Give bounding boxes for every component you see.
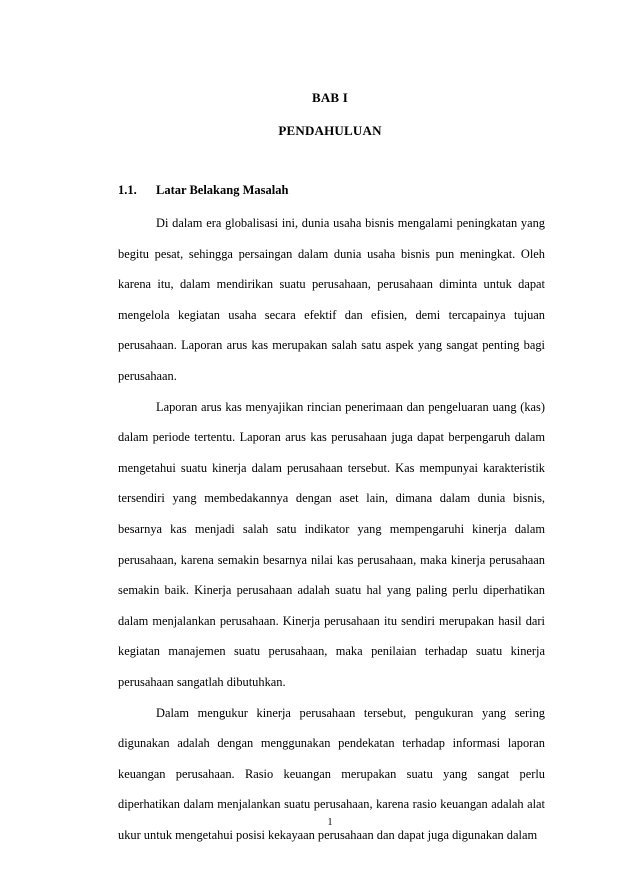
paragraph-1: Di dalam era globalisasi ini, dunia usaha bisnis mengalami peningkatan yang begitu pesat, sehingga persaingan dalam dunia usaha bisnis pun meningkat. Oleh karena itu, dalam mendirikan suatu perusahaan, perusahaan diminta untuk dapat mengelola kegiatan usaha secara efektif dan efisien, demi tercapainya tujuan perusahaan. Laporan arus kas merupakan salah satu aspek yang sangat penting bagi perusahaan. xyxy=(118,216,545,383)
chapter-title: PENDAHULUAN xyxy=(278,123,382,138)
chapter-number: BAB I xyxy=(311,90,349,105)
page-number: 1 xyxy=(327,817,333,828)
section-heading xyxy=(118,183,288,198)
section-number: 1.1. xyxy=(118,183,137,197)
paragraph-2: Laporan arus kas menyajikan rincian penerimaan dan pengeluaran uang (kas) dalam periode tertentu. Laporan arus kas perusahaan juga dapat berpengaruh dalam mengetahui suatu kinerja dalam perusahaan tersebut. Kas mempunyai karakteristik tersendiri yang membedakannya dengan aset lain, dimana dalam dunia bisnis, besarnya kas menjadi salah satu indikator yang mempengaruhi kinerja dalam perusahaan, karena semakin besarnya nilai kas perusahaan, maka kinerja perusahaan semakin baik. Kinerja perusahaan adalah suatu hal yang paling perlu diperhatikan dalam menjalankan perusahaan. Kinerja perusahaan itu sendiri merupakan hasil dari kegiatan manajemen suatu perusahaan, maka penilaian terhadap suatu kinerja perusahaan sangatlah dibutuhkan. xyxy=(118,399,545,689)
body-text xyxy=(118,208,545,850)
paragraph-3: Dalam mengukur kinerja perusahaan tersebut, pengukuran yang sering digunakan adalah dengan menggunakan pendekatan terhadap informasi laporan keuangan perusahaan. Rasio keuangan merupakan suatu yang sangat perlu diperhatikan dalam menjalankan suatu perusahaan, karena rasio keuangan adalah alat ukur untuk mengetahui posisi kekayaan perusahaan dan dapat juga digunakan dalam xyxy=(118,705,545,842)
section-title: Latar Belakang Masalah xyxy=(156,183,289,197)
